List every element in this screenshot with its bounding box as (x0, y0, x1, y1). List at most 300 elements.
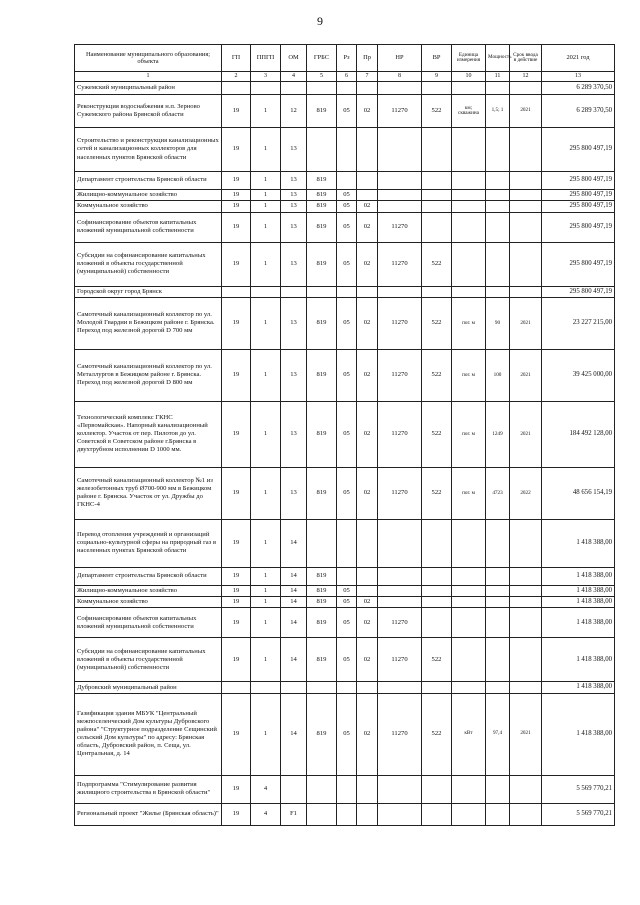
capacity-cell (486, 567, 510, 585)
table-row (75, 682, 615, 693)
vr-cell: 522 (422, 349, 452, 401)
pr-cell: 02 (357, 297, 378, 349)
unit-cell (452, 128, 486, 172)
amount-cell: 295 800 497,19 (542, 201, 615, 212)
nr-cell: 11270 (378, 212, 422, 242)
ppgp-cell (251, 286, 281, 297)
capacity-cell: 90 (486, 297, 510, 349)
row-name-cell: Строительство и реконструкция канализационных сетей и канализационных коллекторов для населенных пунктов Брянской области (75, 128, 222, 172)
pr-cell (357, 128, 378, 172)
row-name-cell: Самотечный канализационный коллектор по ул. Молодой Гвардии в Бежицком районе г. Брянска. Переход под железной дорогой D 700 мм (75, 297, 222, 349)
grbs-cell: 819 (307, 401, 337, 467)
om-cell: 12 (281, 95, 307, 128)
grbs-cell (307, 82, 337, 95)
vr-cell: 522 (422, 401, 452, 467)
pr-cell: 02 (357, 212, 378, 242)
gp-cell (222, 682, 251, 693)
row-name-cell: Субсидии на софинансирование капитальных вложений в объекты государственной (муниципальной) собственности (75, 242, 222, 286)
table-body (75, 82, 615, 826)
column-number: 6 (337, 72, 357, 82)
pr-cell (357, 519, 378, 567)
om-cell: 14 (281, 567, 307, 585)
table-row (75, 212, 615, 242)
om-cell: 13 (281, 349, 307, 401)
om-cell: 14 (281, 519, 307, 567)
om-cell (281, 682, 307, 693)
table-row (75, 242, 615, 286)
grbs-cell: 819 (307, 597, 337, 608)
column-header: ВР (422, 45, 452, 72)
term-cell (510, 682, 542, 693)
pr-cell: 02 (357, 242, 378, 286)
amount-cell: 5 569 770,21 (542, 775, 615, 803)
ppgp-cell: 4 (251, 775, 281, 803)
rz-cell: 05 (337, 638, 357, 682)
amount-cell: 295 800 497,19 (542, 190, 615, 201)
nr-cell (378, 172, 422, 190)
pr-cell (357, 682, 378, 693)
grbs-cell: 819 (307, 585, 337, 596)
om-cell: 13 (281, 128, 307, 172)
table-row (75, 297, 615, 349)
pr-cell (357, 567, 378, 585)
gp-cell: 19 (222, 172, 251, 190)
pr-cell: 02 (357, 693, 378, 775)
om-cell: F1 (281, 803, 307, 825)
grbs-cell: 819 (307, 638, 337, 682)
gp-cell (222, 82, 251, 95)
om-cell: 13 (281, 297, 307, 349)
column-header: Единица измерения (452, 45, 486, 72)
capacity-cell (486, 519, 510, 567)
column-number: 11 (486, 72, 510, 82)
capacity-cell: 97,4 (486, 693, 510, 775)
om-cell: 14 (281, 608, 307, 638)
grbs-cell: 819 (307, 190, 337, 201)
capacity-cell (486, 242, 510, 286)
capacity-cell (486, 597, 510, 608)
om-cell (281, 82, 307, 95)
pr-cell: 02 (357, 401, 378, 467)
grbs-cell: 819 (307, 201, 337, 212)
nr-cell (378, 128, 422, 172)
capacity-cell (486, 128, 510, 172)
column-header: ОМ (281, 45, 307, 72)
grbs-cell: 819 (307, 693, 337, 775)
row-name-cell: Софинансирование объектов капитальных вложений муниципальной собственности (75, 212, 222, 242)
unit-cell (452, 242, 486, 286)
column-number: 5 (307, 72, 337, 82)
column-header: ГП (222, 45, 251, 72)
grbs-cell (307, 128, 337, 172)
pr-cell: 02 (357, 95, 378, 128)
om-cell: 13 (281, 242, 307, 286)
column-header: Срок ввода в действие (510, 45, 542, 72)
grbs-cell: 819 (307, 349, 337, 401)
amount-cell: 184 492 128,00 (542, 401, 615, 467)
column-number: 7 (357, 72, 378, 82)
om-cell (281, 286, 307, 297)
table-row (75, 95, 615, 128)
vr-cell (422, 201, 452, 212)
gp-cell: 19 (222, 201, 251, 212)
table-row (75, 190, 615, 201)
unit-cell (452, 82, 486, 95)
rz-cell: 05 (337, 297, 357, 349)
rz-cell: 05 (337, 349, 357, 401)
table-row (75, 401, 615, 467)
table-row (75, 349, 615, 401)
capacity-cell: 100 (486, 349, 510, 401)
term-cell (510, 242, 542, 286)
ppgp-cell: 1 (251, 172, 281, 190)
rz-cell (337, 803, 357, 825)
column-number: 12 (510, 72, 542, 82)
column-header: ППГП (251, 45, 281, 72)
capacity-cell (486, 82, 510, 95)
unit-cell (452, 608, 486, 638)
row-name-cell: Субсидии на софинансирование капитальных вложений в объекты государственной (муниципальной) собственности (75, 638, 222, 682)
row-name-cell: Реконструкция водоснабжения н.п. Зерново Сужемского района Брянской области (75, 95, 222, 128)
unit-cell (452, 567, 486, 585)
unit-cell (452, 597, 486, 608)
pr-cell: 02 (357, 201, 378, 212)
nr-cell: 11270 (378, 349, 422, 401)
table-row (75, 519, 615, 567)
gp-cell (222, 286, 251, 297)
unit-cell (452, 286, 486, 297)
rz-cell: 05 (337, 693, 357, 775)
amount-cell: 295 800 497,19 (542, 172, 615, 190)
capacity-cell: 4723 (486, 467, 510, 519)
row-name-cell: Жилищно-коммунальное хозяйство (75, 585, 222, 596)
grbs-cell: 819 (307, 172, 337, 190)
om-cell (281, 775, 307, 803)
term-cell (510, 597, 542, 608)
unit-cell: пог. м (452, 401, 486, 467)
vr-cell: 522 (422, 297, 452, 349)
ppgp-cell: 1 (251, 585, 281, 596)
nr-cell: 11270 (378, 297, 422, 349)
capacity-cell (486, 190, 510, 201)
ppgp-cell: 1 (251, 95, 281, 128)
amount-cell: 1 418 388,00 (542, 567, 615, 585)
rz-cell: 05 (337, 608, 357, 638)
ppgp-cell: 1 (251, 597, 281, 608)
row-name-cell: Региональный проект "Жилье (Брянская область)" (75, 803, 222, 825)
om-cell: 14 (281, 693, 307, 775)
row-name-cell: Софинансирование объектов капитальных вложений муниципальной собственности (75, 608, 222, 638)
gp-cell: 19 (222, 297, 251, 349)
nr-cell: 11270 (378, 693, 422, 775)
row-name-cell: Городской округ город Брянск (75, 286, 222, 297)
om-cell: 14 (281, 597, 307, 608)
om-cell: 13 (281, 467, 307, 519)
gp-cell: 19 (222, 349, 251, 401)
capacity-cell: 1249 (486, 401, 510, 467)
nr-cell: 11270 (378, 608, 422, 638)
amount-cell: 295 800 497,19 (542, 128, 615, 172)
grbs-cell: 819 (307, 297, 337, 349)
term-cell (510, 567, 542, 585)
pr-cell (357, 803, 378, 825)
table-row (75, 128, 615, 172)
rz-cell (337, 682, 357, 693)
unit-cell (452, 519, 486, 567)
term-cell (510, 638, 542, 682)
pr-cell (357, 775, 378, 803)
om-cell: 13 (281, 212, 307, 242)
gp-cell: 19 (222, 128, 251, 172)
vr-cell: 522 (422, 95, 452, 128)
column-number: 1 (75, 72, 222, 82)
rz-cell (337, 82, 357, 95)
unit-cell: пог. м (452, 349, 486, 401)
vr-cell (422, 286, 452, 297)
nr-cell (378, 286, 422, 297)
amount-cell: 1 418 388,00 (542, 638, 615, 682)
ppgp-cell: 1 (251, 349, 281, 401)
column-number-row (75, 72, 615, 82)
ppgp-cell: 1 (251, 467, 281, 519)
pr-cell (357, 82, 378, 95)
table-row (75, 286, 615, 297)
table-row (75, 172, 615, 190)
capacity-cell (486, 682, 510, 693)
term-cell: 2021 (510, 95, 542, 128)
column-number: 13 (542, 72, 615, 82)
nr-cell (378, 82, 422, 95)
page-number: 9 (317, 14, 323, 28)
unit-cell: пог. м (452, 297, 486, 349)
vr-cell (422, 190, 452, 201)
ppgp-cell: 1 (251, 297, 281, 349)
gp-cell: 19 (222, 519, 251, 567)
om-cell: 14 (281, 638, 307, 682)
capacity-cell (486, 212, 510, 242)
amount-cell: 295 800 497,19 (542, 212, 615, 242)
gp-cell: 19 (222, 190, 251, 201)
rz-cell: 05 (337, 585, 357, 596)
term-cell (510, 585, 542, 596)
om-cell: 13 (281, 190, 307, 201)
nr-cell (378, 567, 422, 585)
ppgp-cell: 1 (251, 201, 281, 212)
unit-cell (452, 585, 486, 596)
nr-cell: 11270 (378, 242, 422, 286)
term-cell (510, 212, 542, 242)
row-name-cell: Жилищно-коммунальное хозяйство (75, 190, 222, 201)
rz-cell: 05 (337, 597, 357, 608)
gp-cell: 19 (222, 597, 251, 608)
vr-cell (422, 803, 452, 825)
vr-cell: 522 (422, 693, 452, 775)
term-cell (510, 286, 542, 297)
row-name-cell: Газификация здания МБУК "Центральный межпоселенческий Дом культуры Дубровского района" "Структурное подразделение Сещинский сельский Дом культуры" по адресу: Брянская область, Дубровский район, п. Сеща, ул. Центральная, д. 14 (75, 693, 222, 775)
table-row (75, 803, 615, 825)
rz-cell: 05 (337, 201, 357, 212)
row-name-cell: Департамент строительства Брянской области (75, 567, 222, 585)
nr-cell (378, 682, 422, 693)
grbs-cell (307, 803, 337, 825)
table-row (75, 597, 615, 608)
gp-cell: 19 (222, 242, 251, 286)
amount-cell: 295 800 497,19 (542, 286, 615, 297)
unit-cell (452, 201, 486, 212)
ppgp-cell: 1 (251, 212, 281, 242)
vr-cell: 522 (422, 467, 452, 519)
capacity-cell (486, 608, 510, 638)
capacity-cell: 1,5; 1 (486, 95, 510, 128)
rz-cell (337, 519, 357, 567)
table-row (75, 201, 615, 212)
pr-cell: 02 (357, 349, 378, 401)
amount-cell: 295 800 497,19 (542, 242, 615, 286)
column-number: 8 (378, 72, 422, 82)
gp-cell: 19 (222, 585, 251, 596)
unit-cell (452, 190, 486, 201)
pr-cell: 02 (357, 608, 378, 638)
gp-cell: 19 (222, 401, 251, 467)
term-cell (510, 201, 542, 212)
vr-cell (422, 172, 452, 190)
nr-cell (378, 803, 422, 825)
term-cell (510, 803, 542, 825)
nr-cell (378, 775, 422, 803)
vr-cell (422, 519, 452, 567)
term-cell (510, 128, 542, 172)
term-cell: 2021 (510, 401, 542, 467)
nr-cell: 11270 (378, 638, 422, 682)
table-row (75, 567, 615, 585)
pr-cell (357, 172, 378, 190)
row-name-cell: Технологический комплекс ГКНС «Первомайская». Напорный канализационный коллектор. Участок от пер. Пилотов до ул. Советской в Советском районе г.Брянска в двухтрубном исполнении D 1000 мм. (75, 401, 222, 467)
om-cell: 13 (281, 201, 307, 212)
ppgp-cell: 1 (251, 242, 281, 286)
gp-cell: 19 (222, 467, 251, 519)
rz-cell: 05 (337, 242, 357, 286)
table-row (75, 693, 615, 775)
gp-cell: 19 (222, 608, 251, 638)
pr-cell: 02 (357, 467, 378, 519)
row-name-cell: Дубровский муниципальный район (75, 682, 222, 693)
om-cell: 13 (281, 172, 307, 190)
table-row (75, 775, 615, 803)
vr-cell (422, 82, 452, 95)
ppgp-cell (251, 682, 281, 693)
pr-cell (357, 286, 378, 297)
vr-cell (422, 567, 452, 585)
nr-cell: 11270 (378, 467, 422, 519)
ppgp-cell: 1 (251, 401, 281, 467)
grbs-cell (307, 519, 337, 567)
capacity-cell (486, 585, 510, 596)
nr-cell (378, 585, 422, 596)
row-name-cell: Перевод отопления учреждений и организаций социально-культурной сферы на природный газ в населенных пунктах Брянской области (75, 519, 222, 567)
rz-cell (337, 172, 357, 190)
vr-cell: 522 (422, 242, 452, 286)
table-row (75, 608, 615, 638)
gp-cell: 19 (222, 775, 251, 803)
amount-cell: 1 418 388,00 (542, 597, 615, 608)
column-number: 4 (281, 72, 307, 82)
term-cell (510, 82, 542, 95)
term-cell: 2021 (510, 349, 542, 401)
om-cell: 13 (281, 401, 307, 467)
capacity-cell (486, 201, 510, 212)
amount-cell: 48 656 154,19 (542, 467, 615, 519)
column-header: Мощность (486, 45, 510, 72)
capacity-cell (486, 286, 510, 297)
vr-cell (422, 212, 452, 242)
row-name-cell: Департамент строительства Брянской области (75, 172, 222, 190)
ppgp-cell: 1 (251, 128, 281, 172)
ppgp-cell: 1 (251, 190, 281, 201)
unit-cell (452, 803, 486, 825)
ppgp-cell: 1 (251, 638, 281, 682)
amount-cell: 1 418 388,00 (542, 693, 615, 775)
capacity-cell (486, 803, 510, 825)
grbs-cell: 819 (307, 95, 337, 128)
capacity-cell (486, 775, 510, 803)
column-number: 2 (222, 72, 251, 82)
column-header: ГРБС (307, 45, 337, 72)
table-row (75, 638, 615, 682)
gp-cell: 19 (222, 638, 251, 682)
column-number: 3 (251, 72, 281, 82)
capacity-cell (486, 172, 510, 190)
table-row (75, 467, 615, 519)
nr-cell (378, 190, 422, 201)
ppgp-cell (251, 82, 281, 95)
grbs-cell: 819 (307, 608, 337, 638)
pr-cell: 02 (357, 597, 378, 608)
amount-cell: 1 418 388,00 (542, 608, 615, 638)
grbs-cell (307, 682, 337, 693)
rz-cell (337, 128, 357, 172)
nr-cell: 11270 (378, 401, 422, 467)
rz-cell: 05 (337, 401, 357, 467)
rz-cell (337, 775, 357, 803)
ppgp-cell: 1 (251, 608, 281, 638)
capacity-cell (486, 638, 510, 682)
unit-cell (452, 682, 486, 693)
row-name-cell: Подпрограмма "Стимулирование развития жилищного строительства в Брянской области" (75, 775, 222, 803)
grbs-cell: 819 (307, 212, 337, 242)
ppgp-cell: 1 (251, 693, 281, 775)
amount-cell: 6 289 370,50 (542, 95, 615, 128)
rz-cell: 05 (337, 467, 357, 519)
amount-cell: 23 227 215,00 (542, 297, 615, 349)
unit-cell: кВт (452, 693, 486, 775)
term-cell (510, 172, 542, 190)
nr-cell (378, 597, 422, 608)
column-number: 9 (422, 72, 452, 82)
column-header: 2021 год (542, 45, 615, 72)
table-row (75, 585, 615, 596)
row-name-cell: Самотечный канализационный коллектор №1 из железобетонных труб Ø700-900 мм в Бежицком районе г. Брянска. Участок от ул. Дружбы до ГКНС-4 (75, 467, 222, 519)
vr-cell (422, 597, 452, 608)
ppgp-cell: 4 (251, 803, 281, 825)
vr-cell: 522 (422, 638, 452, 682)
pr-cell: 02 (357, 638, 378, 682)
term-cell (510, 190, 542, 201)
grbs-cell: 819 (307, 567, 337, 585)
column-number: 10 (452, 72, 486, 82)
rz-cell: 05 (337, 95, 357, 128)
column-header: НР (378, 45, 422, 72)
term-cell: 2021 (510, 693, 542, 775)
